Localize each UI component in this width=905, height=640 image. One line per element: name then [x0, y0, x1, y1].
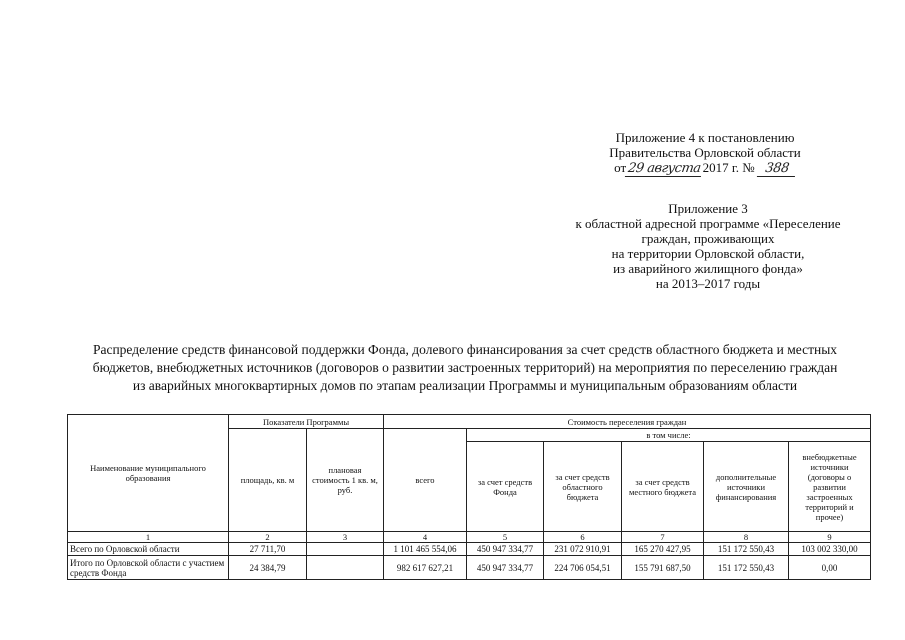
heading-line2: бюджетов, внебюджетных источников (договоров о развитии застроенных территорий) на мероприятия по переселению граждан: [92, 360, 838, 375]
document-heading: [60, 341, 870, 395]
col-number: 1: [68, 532, 229, 543]
row-fund: 450 947 334,77: [467, 543, 544, 556]
appendix-program-block: [548, 201, 868, 291]
appendix-program-line2: к областной адресной программе «Переселение: [575, 216, 841, 231]
header-fund: за счет средств Фонда: [467, 442, 544, 532]
header-planned-cost: плановая стоимость 1 кв. м, руб.: [307, 429, 384, 532]
appendix-program-line6: на 2013–2017 годы: [655, 276, 761, 291]
row-area: 27 711,70: [229, 543, 307, 556]
appendix-decree-line2: Правительства Орловской области: [609, 145, 801, 160]
col-number: 8: [704, 532, 789, 543]
appendix-program-line3: граждан, проживающих: [641, 231, 775, 246]
appendix-program-line1: Приложение 3: [668, 201, 748, 216]
appendix-decree-date-line: [575, 160, 835, 177]
row-total: 1 101 465 554,06: [384, 543, 467, 556]
header-total: всего: [384, 429, 467, 532]
date-prefix: от: [614, 160, 627, 175]
row-fund: 450 947 334,77: [467, 556, 544, 580]
row-name: Всего по Орловской области: [68, 543, 229, 556]
header-additional: дополнительные источники финансирования: [704, 442, 789, 532]
heading-line1: Распределение средств финансовой поддержки Фонда, долевого финансирования за счет средств областного бюджета и местных: [92, 342, 838, 357]
row-name: Итого по Орловской области с участием средств Фонда: [68, 556, 229, 580]
column-number-row: [68, 532, 871, 543]
handwritten-number: 388: [757, 161, 797, 177]
row-area: 24 384,79: [229, 556, 307, 580]
header-regional: за счет средств областного бюджета: [544, 442, 622, 532]
col-number: 7: [622, 532, 704, 543]
col-number: 3: [307, 532, 384, 543]
row-regional: 224 706 054,51: [544, 556, 622, 580]
header-cost-group: Стоимость переселения граждан: [384, 415, 871, 429]
header-extrabudget: внебюджетные источники (договоры о развитии застроенных территорий и прочее): [789, 442, 871, 532]
row-regional: 231 072 910,91: [544, 543, 622, 556]
row-planned-cost: [307, 556, 384, 580]
heading-line3: из аварийных многоквартирных домов по этапам реализации Программы и муниципальным образованиям области: [132, 378, 798, 393]
header-including: в том числе:: [467, 429, 871, 442]
col-number: 9: [789, 532, 871, 543]
appendix-program-line4: на территории Орловской области,: [611, 246, 805, 261]
row-local: 165 270 427,95: [622, 543, 704, 556]
col-number: 5: [467, 532, 544, 543]
header-indicators-group: Показатели Программы: [229, 415, 384, 429]
row-additional: 151 172 550,43: [704, 556, 789, 580]
col-number: 2: [229, 532, 307, 543]
date-suffix: 2017 г. №: [702, 160, 755, 175]
table-row: [68, 556, 871, 580]
header-local: за счет средств местного бюджета: [622, 442, 704, 532]
handwritten-date: 29 августа: [625, 161, 704, 177]
appendix-decree-block: [575, 130, 835, 177]
appendix-program-line5: из аварийного жилищного фонда»: [613, 261, 803, 276]
col-number: 6: [544, 532, 622, 543]
header-area: площадь, кв. м: [229, 429, 307, 532]
header-name-col: Наименование муниципального образования: [68, 415, 229, 532]
row-extrabudget: 103 002 330,00: [789, 543, 871, 556]
row-local: 155 791 687,50: [622, 556, 704, 580]
row-planned-cost: [307, 543, 384, 556]
col-number: 4: [384, 532, 467, 543]
appendix-decree-line1: Приложение 4 к постановлению: [615, 130, 795, 145]
row-extrabudget: 0,00: [789, 556, 871, 580]
row-total: 982 617 627,21: [384, 556, 467, 580]
row-additional: 151 172 550,43: [704, 543, 789, 556]
financing-table: [67, 414, 871, 580]
table-row: [68, 543, 871, 556]
